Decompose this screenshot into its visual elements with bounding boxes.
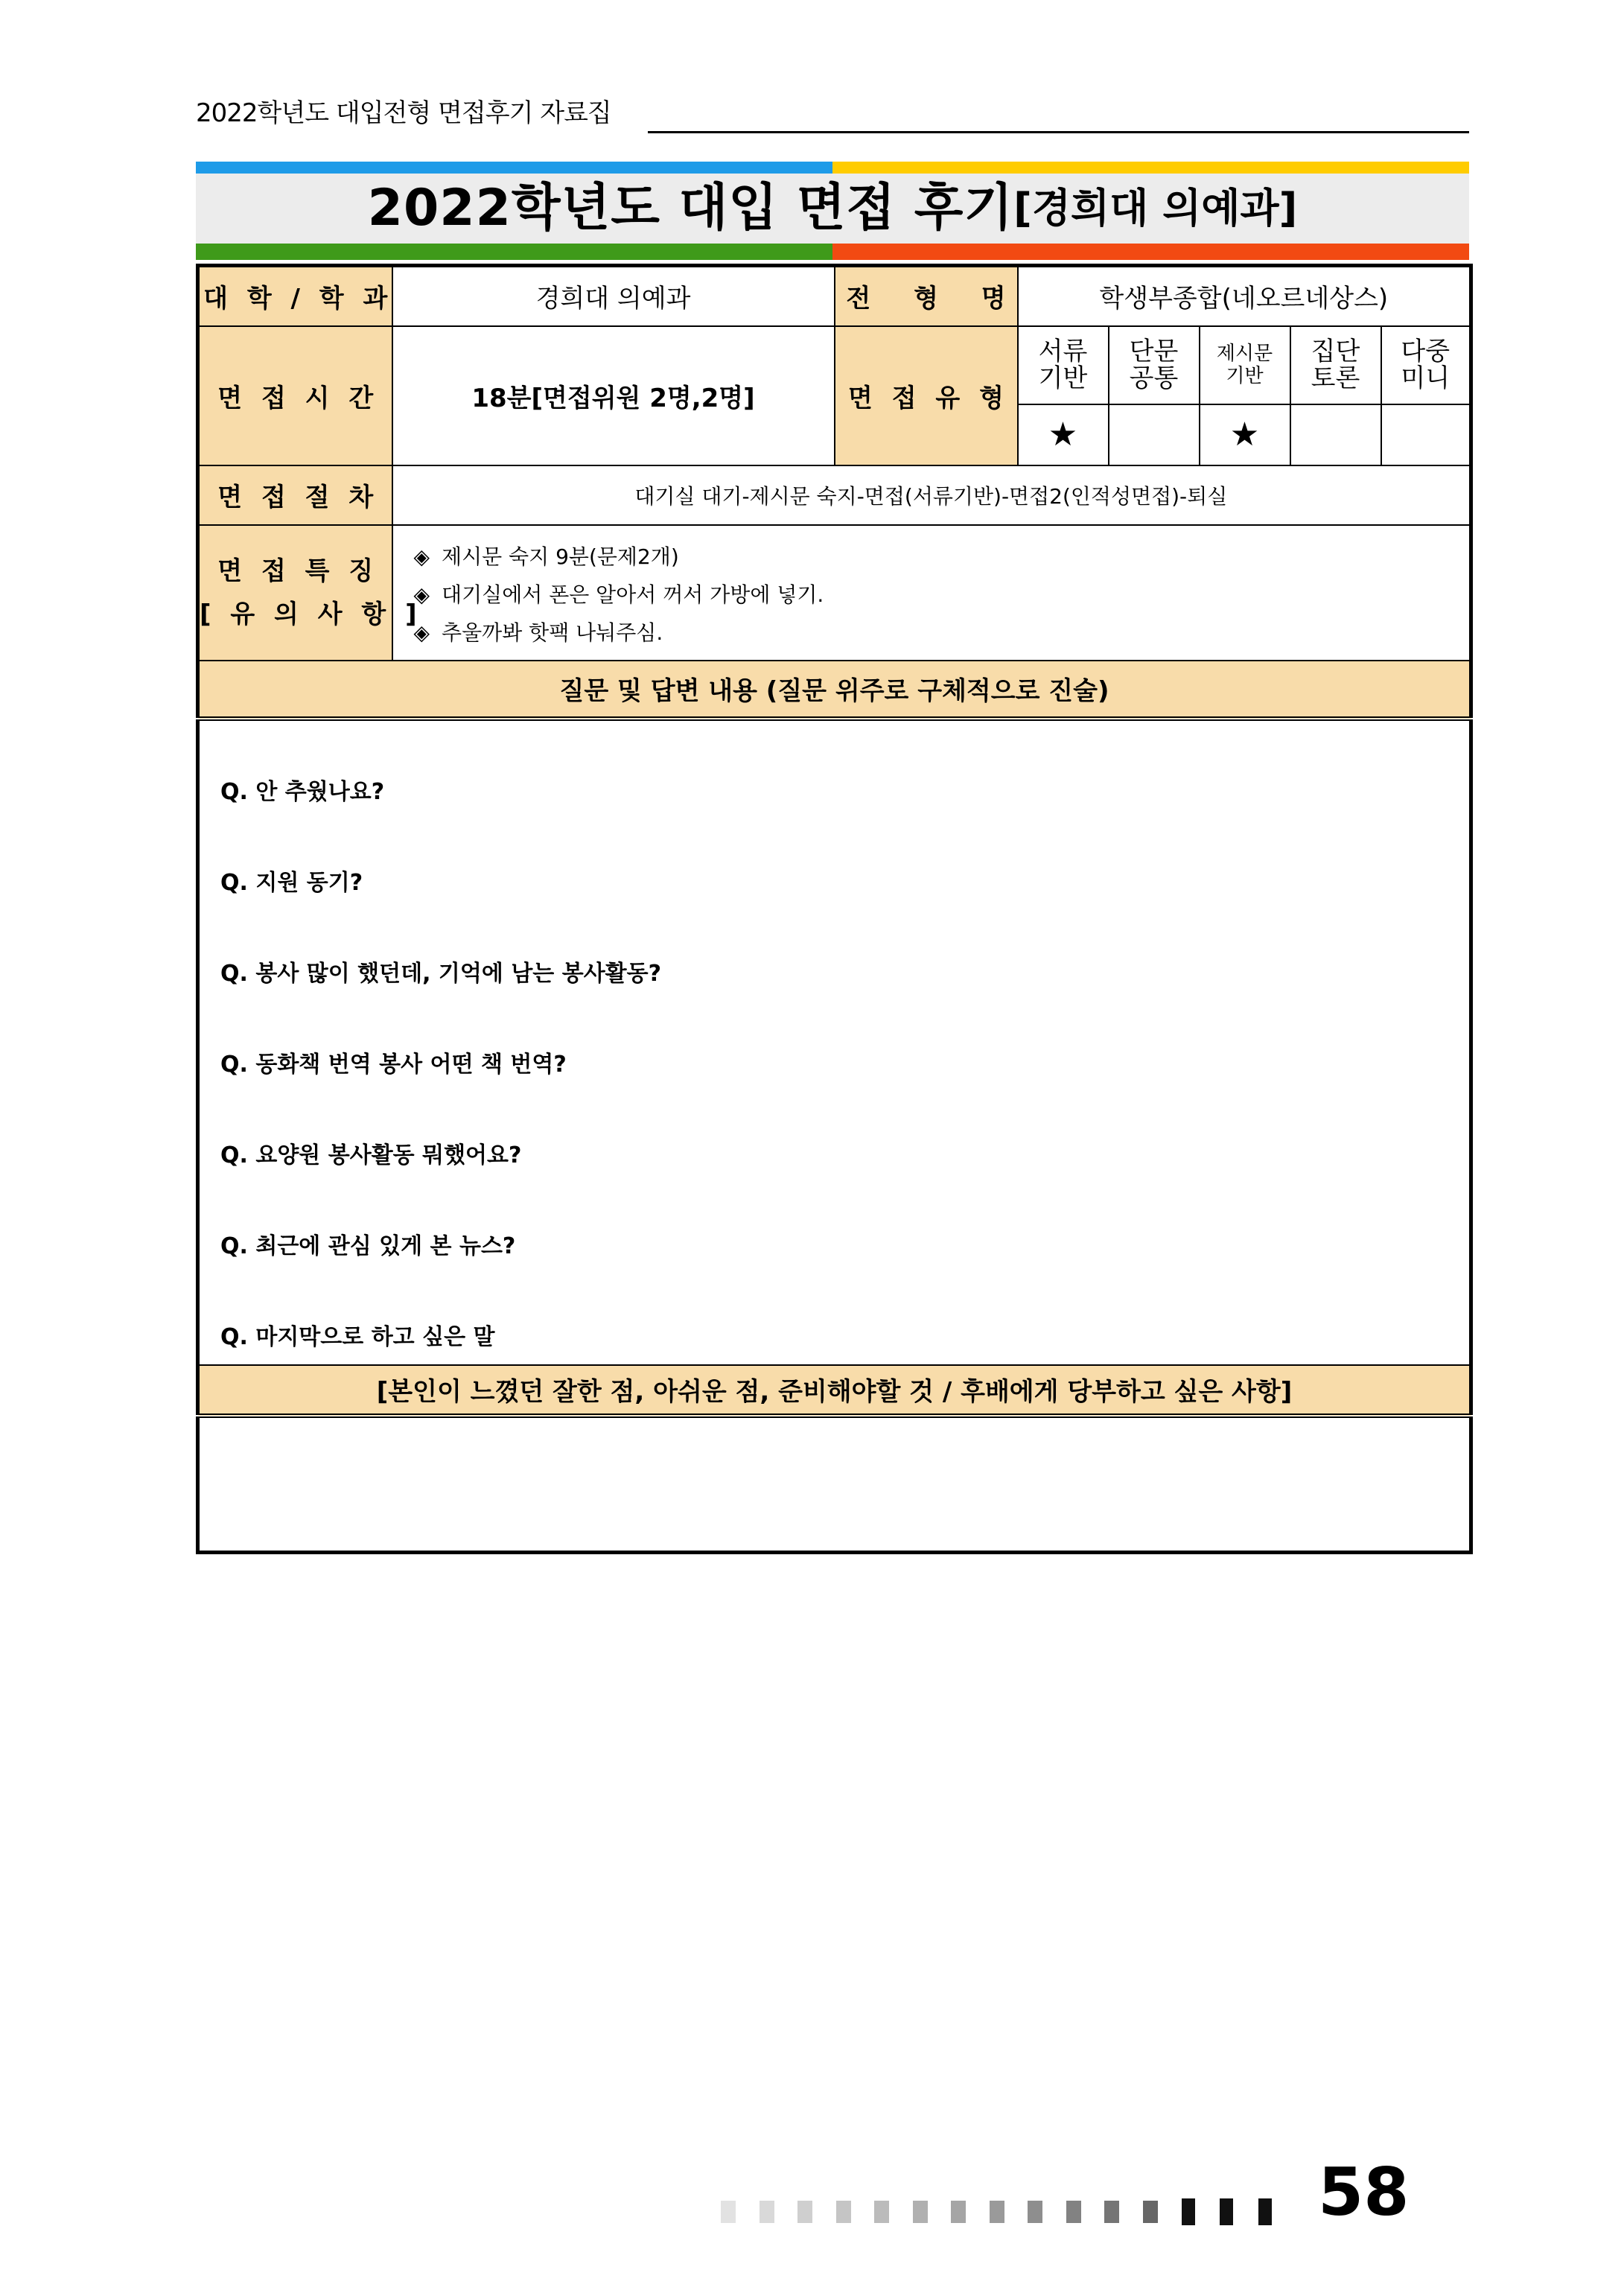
row-qa-header xyxy=(198,661,1471,719)
row-procedure xyxy=(198,465,1471,525)
footer-square-mark xyxy=(1104,2201,1119,2223)
footer-bar-mark xyxy=(1182,2198,1195,2225)
row-time-type-head xyxy=(198,326,1471,404)
list-item xyxy=(414,614,1470,652)
footer-square-mark xyxy=(836,2201,851,2223)
type-column-line2: 기반 xyxy=(1226,365,1264,387)
footer-square-mark xyxy=(874,2201,889,2223)
diamond-bullet-icon: ◈ xyxy=(413,582,430,607)
footer-square-mark xyxy=(721,2201,736,2223)
footer-square-mark xyxy=(1066,2201,1081,2223)
feature-text: 대기실에서 폰은 알아서 꺼서 가방에 넣기. xyxy=(442,582,824,607)
type-column-line1: 서류 xyxy=(1038,337,1088,366)
type-column-document xyxy=(1018,326,1109,404)
feature-text: 추울까봐 핫팩 나눠주심. xyxy=(442,620,663,645)
footer-square-mark xyxy=(990,2201,1004,2223)
features-list xyxy=(393,526,1470,652)
footer-square-mark xyxy=(1028,2201,1042,2223)
type-column-passage xyxy=(1200,326,1290,404)
features-cell xyxy=(392,525,1471,661)
page-title: 2022학년도 대입 면접 후기 xyxy=(367,179,1014,238)
admission-value: 학생부종합(네오르네상스) xyxy=(1018,266,1471,326)
features-label-line2: [ 유 의 사 항 ] xyxy=(200,599,417,629)
type-column-short-common xyxy=(1109,326,1200,404)
running-title-rule xyxy=(648,131,1469,133)
list-item xyxy=(414,538,1470,576)
star-mark-group-debate xyxy=(1290,404,1381,465)
star-mark-multi-mini xyxy=(1381,404,1471,465)
question-item: Q. 최근에 관심 있게 본 뉴스? xyxy=(220,1233,516,1259)
type-column-line1: 다중 xyxy=(1401,337,1451,366)
time-value: 18분[면접위원 2명,2명] xyxy=(392,326,835,465)
row-features xyxy=(198,525,1471,661)
feature-text: 제시문 숙지 9분(문제2개) xyxy=(442,544,679,569)
type-column-group-debate xyxy=(1290,326,1381,404)
footer-square-mark xyxy=(1143,2201,1158,2223)
row-reflection-header xyxy=(198,1365,1471,1416)
type-column-multi-mini xyxy=(1381,326,1471,404)
footer-square-mark xyxy=(913,2201,928,2223)
question-list xyxy=(200,721,1469,1352)
star-mark-short-common xyxy=(1109,404,1200,465)
accent-bar-red xyxy=(832,244,1469,260)
admission-label: 전 형 명 xyxy=(835,266,1018,326)
running-title: 2022학년도 대입전형 면접후기 자료집 xyxy=(196,98,611,128)
diamond-bullet-icon: ◈ xyxy=(413,544,430,569)
star-mark-passage: ★ xyxy=(1200,404,1290,465)
features-label xyxy=(198,525,417,661)
time-label: 면 접 시 간 xyxy=(198,326,392,465)
question-item: Q. 봉사 많이 했던데, 기억에 남는 봉사활동? xyxy=(220,960,662,987)
type-column-line2: 기반 xyxy=(1038,363,1088,393)
features-label-line1: 면 접 특 징 xyxy=(217,556,374,586)
row-reflection-body xyxy=(198,1416,1471,1553)
university-label: 대 학 / 학 과 xyxy=(198,266,392,326)
page-title-school: [경희대 의예과] xyxy=(1013,185,1298,232)
footer-square-mark xyxy=(797,2201,812,2223)
page-number-area xyxy=(1318,2154,1410,2230)
reflection-body-cell xyxy=(198,1416,1471,1553)
type-label: 면 접 유 형 xyxy=(835,326,1018,465)
type-column-line2: 토론 xyxy=(1311,363,1360,393)
list-item xyxy=(414,576,1470,614)
qa-body-cell xyxy=(198,719,1471,1365)
question-item: Q. 지원 동기? xyxy=(220,869,363,896)
question-item: Q. 동화책 번역 봉사 어떤 책 번역? xyxy=(220,1051,567,1078)
star-mark-document: ★ xyxy=(1018,404,1109,465)
title-band xyxy=(196,174,1469,244)
question-item: Q. 요양원 봉사활동 뭐했어요? xyxy=(220,1142,522,1168)
qa-section-heading: 질문 및 답변 내용 (질문 위주로 구체적으로 진술) xyxy=(198,661,1471,719)
accent-bar-yellow xyxy=(832,162,1469,174)
procedure-value: 대기실 대기-제시문 숙지-면접(서류기반)-면접2(인적성면접)-퇴실 xyxy=(392,465,1471,525)
footer-square-mark xyxy=(760,2201,774,2223)
page-number: 58 xyxy=(1318,2154,1410,2230)
footer-bar-mark xyxy=(1220,2198,1233,2225)
type-column-line2: 미니 xyxy=(1401,363,1451,393)
row-university xyxy=(198,266,1471,326)
type-column-line1: 집단 xyxy=(1311,337,1360,366)
question-item: Q. 안 추웠나요? xyxy=(220,778,385,805)
type-column-line1: 제시문 xyxy=(1216,343,1273,365)
interview-form-table xyxy=(196,264,1473,1554)
university-value: 경희대 의예과 xyxy=(392,266,835,326)
footer-bar-mark xyxy=(1258,2198,1272,2225)
reflection-section-heading: [본인이 느꼈던 잘한 점, 아쉬운 점, 준비해야할 것 / 후배에게 당부하고 싶은 사항] xyxy=(198,1365,1471,1416)
row-qa-body xyxy=(198,719,1471,1365)
footer-square-mark xyxy=(951,2201,966,2223)
accent-bar-green xyxy=(196,244,832,260)
type-column-line2: 공통 xyxy=(1129,363,1179,393)
diamond-bullet-icon: ◈ xyxy=(413,620,430,645)
type-column-line1: 단문 xyxy=(1129,337,1179,366)
procedure-label: 면 접 절 차 xyxy=(198,465,392,525)
question-item: Q. 마지막으로 하고 싶은 말 xyxy=(220,1323,495,1350)
accent-bar-blue xyxy=(196,162,832,174)
